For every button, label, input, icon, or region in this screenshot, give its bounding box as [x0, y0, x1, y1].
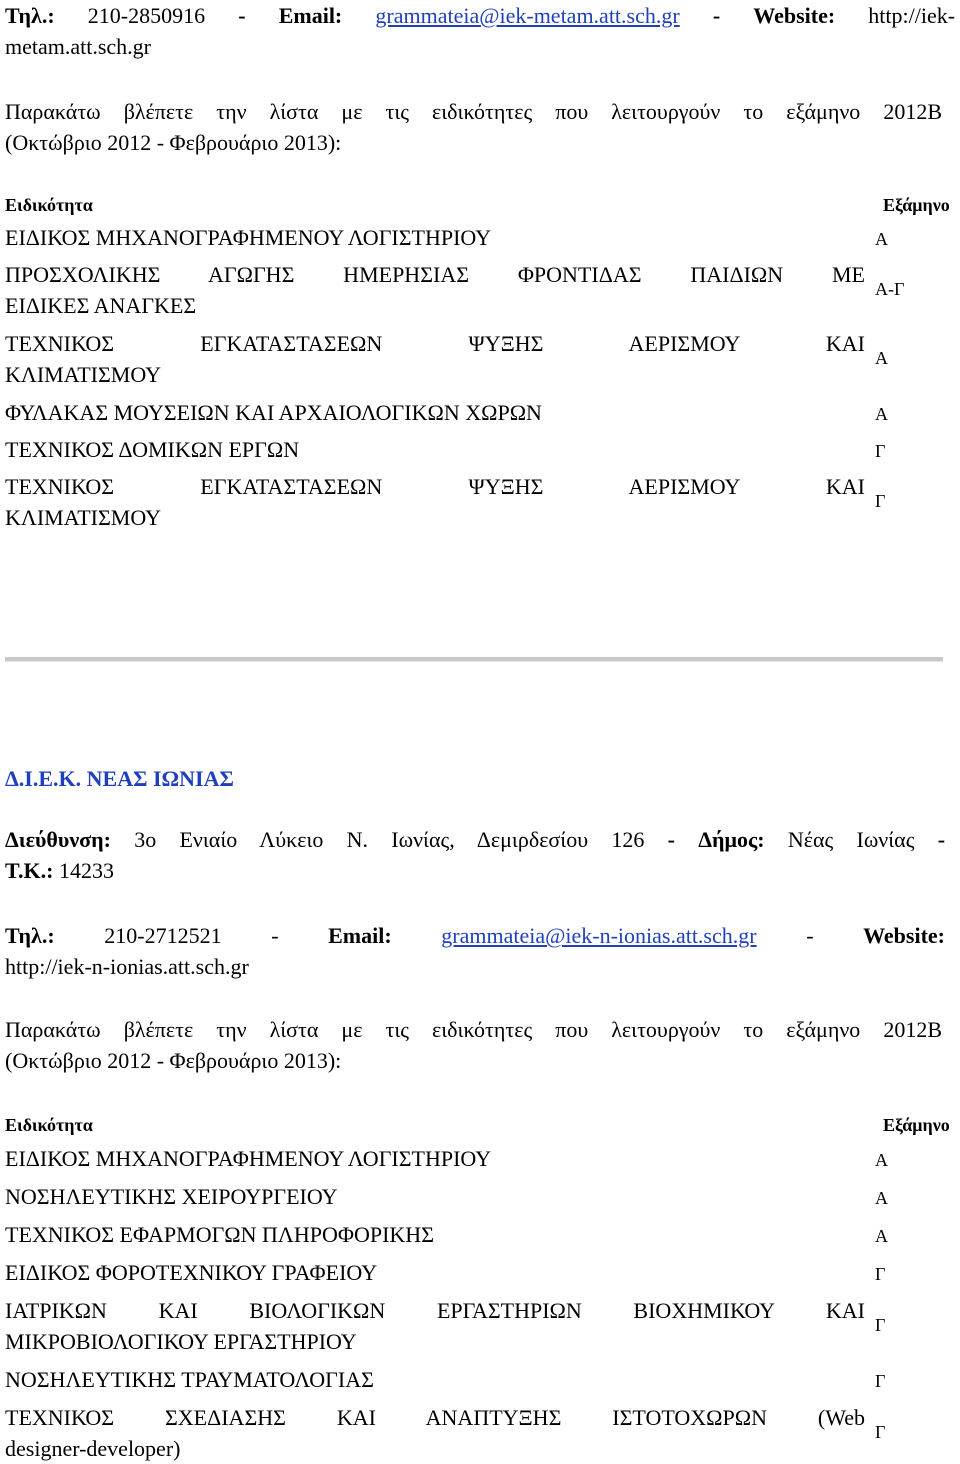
horizontal-divider: [5, 657, 943, 662]
address-line-1: [5, 824, 945, 855]
website-label: Website:: [863, 923, 945, 948]
table-header-semester: Εξάμηνο: [883, 1115, 950, 1135]
specialty-name-line-1: ΤΕΧΝΙΚΟΣ ΕΓΚΑΤΑΣΤΑΣΕΩΝ ΨΥΞΗΣ ΑΕΡΙΣΜΟΥ ΚΑΙ: [5, 331, 865, 356]
specialty-name-line-1: ΕΙΔΙΚΟΣ ΜΗΧΑΝΟΓΡΑΦΗΜΕΝΟΥ ΛΟΓΙΣΤΗΡΙΟΥ: [5, 1146, 492, 1171]
semester-value: Α: [875, 229, 888, 249]
semester-value: Γ: [875, 1315, 886, 1335]
table-header-specialty: Ειδικότητα: [5, 195, 93, 215]
specialty-name-line-2: ΜΙΚΡΟΒΙΟΛΟΓΙΚΟΥ ΕΡΓΑΣΤΗΡΙΟΥ: [5, 1329, 357, 1354]
specialty-name: [5, 434, 865, 465]
address-label: Διεύθυνση:: [5, 827, 111, 852]
section2-intro: [5, 1014, 942, 1076]
top-contact-line-1: [5, 0, 955, 31]
table-header-semester: Εξάμηνο: [883, 195, 950, 215]
specialty-name-line-1: ΝΟΣΗΛΕΥΤΙΚΗΣ ΧΕΙΡΟΥΡΓΕΙΟΥ: [5, 1184, 338, 1209]
specialty-name: [5, 1295, 865, 1357]
phone-number: 210-2712521: [104, 923, 222, 948]
specialty-name: [5, 1143, 865, 1174]
municipality-value: Νέας Ιωνίας: [787, 827, 915, 852]
address-line-2: [5, 855, 945, 886]
separator: -: [937, 827, 946, 852]
semester-value: Γ: [875, 1371, 886, 1391]
website-label: Website:: [753, 3, 836, 28]
intro-line-1: Παρακάτω βλέπετε την λίστα με τις ειδικότητες που λειτουργούν το εξάμηνο 2012Β: [5, 1017, 942, 1042]
email-label: Email:: [328, 923, 392, 948]
specialty-name: [5, 328, 865, 390]
semester-value: Α: [875, 348, 888, 368]
phone-number: 210-2850916: [87, 3, 206, 28]
specialty-name-line-1: ΤΕΧΝΙΚΟΣ ΕΦΑΡΜΟΓΩΝ ΠΛΗΡΟΦΟΡΙΚΗΣ: [5, 1222, 434, 1247]
separator: -: [806, 923, 814, 948]
separator: -: [712, 3, 721, 28]
specialty-name-line-2: ΚΛΙΜΑΤΙΣΜΟΥ: [5, 505, 162, 530]
email-label: Email:: [278, 3, 343, 28]
postcode-value: 14233: [58, 858, 114, 883]
specialty-name-line-1: ΕΙΔΙΚΟΣ ΦΟΡΟΤΕΧΝΙΚΟΥ ΓΡΑΦΕΙΟΥ: [5, 1260, 378, 1285]
intro-line-1: Παρακάτω βλέπετε την λίστα με τις ειδικότητες που λειτουργούν το εξάμηνο 2012Β: [5, 99, 942, 124]
specialty-name: [5, 397, 865, 428]
separator: -: [238, 3, 246, 28]
school-title: Δ.Ι.Ε.Κ. ΝΕΑΣ ΙΩΝΙΑΣ: [5, 766, 234, 791]
semester-value: Α: [875, 1188, 888, 1208]
email-link[interactable]: grammateia@iek-metam.att.sch.gr: [375, 3, 680, 28]
specialty-name: [5, 259, 865, 321]
specialty-name-line-1: ΦΥΛΑΚΑΣ ΜΟΥΣΕΙΩΝ ΚΑΙ ΑΡΧΑΙΟΛΟΓΙΚΩΝ ΧΩΡΩΝ: [5, 400, 542, 425]
website-url: http://iek-n-ionias.att.sch.gr: [5, 954, 249, 979]
specialty-name: [5, 222, 865, 253]
top-contact-line: [5, 0, 955, 62]
phone-label: Τηλ.:: [5, 923, 55, 948]
table-header-specialty: Ειδικότητα: [5, 1115, 93, 1135]
specialty-name-line-1: ΠΡΟΣΧΟΛΙΚΗΣ ΑΓΩΓΗΣ ΗΜΕΡΗΣΙΑΣ ΦΡΟΝΤΙΔΑΣ ΠΑΙΔΙΩΝ ΜΕ: [5, 262, 865, 287]
specialty-name-line-1: ΤΕΧΝΙΚΟΣ ΕΓΚΑΤΑΣΤΑΣΕΩΝ ΨΥΞΗΣ ΑΕΡΙΣΜΟΥ ΚΑΙ: [5, 474, 865, 499]
section1-intro: [5, 96, 942, 158]
contact-line-1: [5, 920, 945, 951]
email-link[interactable]: grammateia@iek-n-ionias.att.sch.gr: [441, 923, 757, 948]
separator: -: [271, 923, 279, 948]
intro-line-2: (Οκτώβριο 2012 - Φεβρουάριο 2013):: [5, 130, 342, 155]
phone-label: Τηλ.:: [5, 3, 55, 28]
specialty-name-line-2: ΚΛΙΜΑΤΙΣΜΟΥ: [5, 362, 162, 387]
semester-value: Γ: [875, 491, 886, 511]
semester-value: Α: [875, 404, 888, 424]
intro-line-2: (Οκτώβριο 2012 - Φεβρουάριο 2013):: [5, 1048, 342, 1073]
specialty-name-line-1: ΝΟΣΗΛΕΥΤΙΚΗΣ ΤΡΑΥΜΑΤΟΛΟΓΙΑΣ: [5, 1367, 374, 1392]
specialty-name-line-2: designer-developer): [5, 1436, 181, 1461]
address-block: [5, 824, 945, 886]
address-value: 3ο Ενιαίο Λύκειο Ν. Ιωνίας, Δεμιρδεσίου 126: [134, 827, 645, 852]
semester-value: Α: [875, 1150, 888, 1170]
specialty-name-line-2: ΕΙΔΙΚΕΣ ΑΝΑΓΚΕΣ: [5, 293, 197, 318]
semester-value: Γ: [875, 1422, 886, 1442]
semester-value: Γ: [875, 1264, 886, 1284]
semester-value: Α: [875, 1226, 888, 1246]
specialty-name-line-1: ΤΕΧΝΙΚΟΣ ΔΟΜΙΚΩΝ ΕΡΓΩΝ: [5, 437, 300, 462]
semester-value: Α-Γ: [875, 279, 905, 299]
separator: -: [667, 827, 675, 852]
semester-value: Γ: [875, 441, 886, 461]
municipality-label: Δήμος:: [698, 827, 765, 852]
contact-block: [5, 920, 945, 982]
specialty-name: [5, 471, 865, 533]
specialty-name-line-1: ΙΑΤΡΙΚΩΝ ΚΑΙ ΒΙΟΛΟΓΙΚΩΝ ΕΡΓΑΣΤΗΡΙΩΝ ΒΙΟΧΗΜΙΚΟΥ ΚΑΙ: [5, 1298, 865, 1323]
specialty-name: [5, 1364, 865, 1395]
postcode-label: Τ.Κ.:: [5, 858, 54, 883]
specialty-name-line-1: ΤΕΧΝΙΚΟΣ ΣΧΕΔΙΑΣΗΣ ΚΑΙ ΑΝΑΠΤΥΞΗΣ ΙΣΤΟΤΟΧΩΡΩΝ (Web: [5, 1405, 865, 1430]
website-url-part1: http://iek-: [868, 3, 956, 28]
specialty-name-line-1: ΕΙΔΙΚΟΣ ΜΗΧΑΝΟΓΡΑΦΗΜΕΝΟΥ ΛΟΓΙΣΤΗΡΙΟΥ: [5, 225, 492, 250]
specialty-name: [5, 1219, 865, 1250]
website-url-part2: metam.att.sch.gr: [5, 34, 152, 59]
specialty-name: [5, 1402, 865, 1464]
specialty-name: [5, 1257, 865, 1288]
specialty-name: [5, 1181, 865, 1212]
